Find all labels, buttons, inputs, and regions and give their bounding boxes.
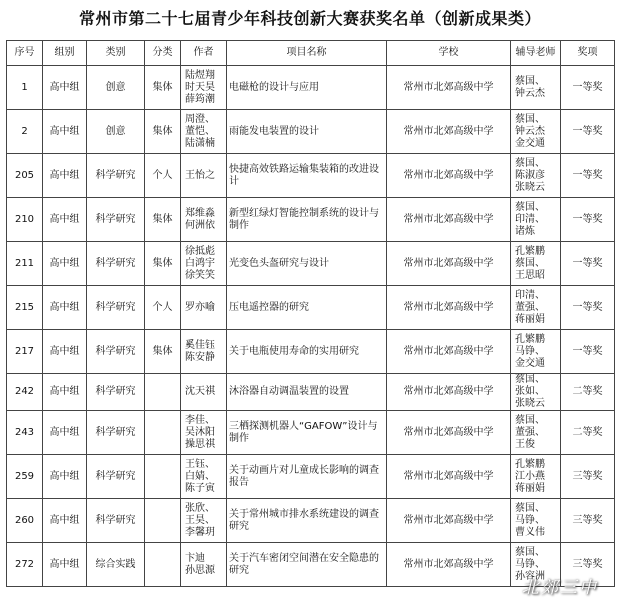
cell-tutors: 印清、 董强、 蒋丽娟 xyxy=(511,286,561,330)
cell-project: 新型红绿灯智能控制系统的设计与制作 xyxy=(227,198,387,242)
cell-group: 高中组 xyxy=(43,286,87,330)
cell-award: 二等奖 xyxy=(561,374,615,411)
cell-tutors: 蔡国、 马铮、 曹义伟 xyxy=(511,499,561,543)
cell-tutors: 蔡国、 马铮、 孙容洲 xyxy=(511,543,561,587)
col-header-award: 奖项 xyxy=(561,41,615,66)
cell-award: 一等奖 xyxy=(561,198,615,242)
cell-type: 个人 xyxy=(145,286,181,330)
col-header-type: 分类 xyxy=(145,41,181,66)
cell-no: 2 xyxy=(7,110,43,154)
cell-group: 高中组 xyxy=(43,543,87,587)
cell-no: 243 xyxy=(7,411,43,455)
table-row xyxy=(7,411,615,455)
cell-project: 快捷高效铁路运输集装箱的改进设计 xyxy=(227,154,387,198)
cell-no: 259 xyxy=(7,455,43,499)
cell-award: 三等奖 xyxy=(561,455,615,499)
cell-award: 一等奖 xyxy=(561,110,615,154)
cell-category: 科学研究 xyxy=(87,198,145,242)
cell-group: 高中组 xyxy=(43,154,87,198)
cell-category: 创意 xyxy=(87,110,145,154)
table-row xyxy=(7,66,615,110)
cell-project: 关于电瓶使用寿命的实用研究 xyxy=(227,330,387,374)
cell-tutors: 蔡国、 陈淑彦 张晓云 xyxy=(511,154,561,198)
cell-group: 高中组 xyxy=(43,66,87,110)
awards-table xyxy=(6,40,615,587)
cell-project: 雨能发电装置的设计 xyxy=(227,110,387,154)
header-row xyxy=(7,41,615,66)
table-row xyxy=(7,330,615,374)
cell-authors: 王钰、 白婧、 陈子寅 xyxy=(181,455,227,499)
cell-type xyxy=(145,543,181,587)
cell-school: 常州市北郊高级中学 xyxy=(387,411,511,455)
cell-type xyxy=(145,374,181,411)
cell-authors: 陆煜翔 时天昊 薛筠潮 xyxy=(181,66,227,110)
cell-award: 一等奖 xyxy=(561,66,615,110)
cell-no: 211 xyxy=(7,242,43,286)
cell-category: 科学研究 xyxy=(87,499,145,543)
cell-no: 242 xyxy=(7,374,43,411)
cell-school: 常州市北郊高级中学 xyxy=(387,154,511,198)
table-row xyxy=(7,455,615,499)
cell-authors: 罗亦喻 xyxy=(181,286,227,330)
cell-award: 一等奖 xyxy=(561,154,615,198)
col-header-school: 学校 xyxy=(387,41,511,66)
cell-group: 高中组 xyxy=(43,110,87,154)
cell-type xyxy=(145,455,181,499)
cell-no: 1 xyxy=(7,66,43,110)
cell-school: 常州市北郊高级中学 xyxy=(387,543,511,587)
col-header-tutors: 辅导老师 xyxy=(511,41,561,66)
cell-category: 综合实践 xyxy=(87,543,145,587)
cell-project: 沐浴器自动调温装置的设置 xyxy=(227,374,387,411)
cell-no: 210 xyxy=(7,198,43,242)
cell-school: 常州市北郊高级中学 xyxy=(387,374,511,411)
col-header-authors: 作者 xyxy=(181,41,227,66)
col-header-group: 组别 xyxy=(43,41,87,66)
cell-category: 科学研究 xyxy=(87,411,145,455)
cell-no: 260 xyxy=(7,499,43,543)
cell-school: 常州市北郊高级中学 xyxy=(387,66,511,110)
col-header-no: 序号 xyxy=(7,41,43,66)
cell-authors: 李佳、 吴沐阳 操思祺 xyxy=(181,411,227,455)
cell-type: 个人 xyxy=(145,154,181,198)
cell-award: 三等奖 xyxy=(561,499,615,543)
cell-group: 高中组 xyxy=(43,330,87,374)
cell-group: 高中组 xyxy=(43,242,87,286)
cell-no: 217 xyxy=(7,330,43,374)
cell-project: 三栖探测机器人“GAFOW”设计与制作 xyxy=(227,411,387,455)
cell-school: 常州市北郊高级中学 xyxy=(387,110,511,154)
cell-tutors: 孔繁鹏 马铮、 金交通 xyxy=(511,330,561,374)
cell-authors: 周澄、 董恺、 陆潇楠 xyxy=(181,110,227,154)
cell-type xyxy=(145,411,181,455)
cell-tutors: 蔡国、 钟云杰 金交通 xyxy=(511,110,561,154)
cell-authors: 徐抵彪 白鸿宇 徐笑笑 xyxy=(181,242,227,286)
cell-type: 集体 xyxy=(145,110,181,154)
cell-authors: 张欣、 王昊、 李馨玥 xyxy=(181,499,227,543)
cell-project: 关于常州城市排水系统建设的调查研究 xyxy=(227,499,387,543)
cell-tutors: 蔡国、 张如、 张晓云 xyxy=(511,374,561,411)
cell-group: 高中组 xyxy=(43,198,87,242)
table-row xyxy=(7,154,615,198)
cell-type xyxy=(145,499,181,543)
cell-authors: 卞迪 孙思源 xyxy=(181,543,227,587)
cell-school: 常州市北郊高级中学 xyxy=(387,198,511,242)
cell-group: 高中组 xyxy=(43,374,87,411)
cell-group: 高中组 xyxy=(43,499,87,543)
table-row xyxy=(7,374,615,411)
cell-tutors: 孔繁鹏 江小燕 蒋丽娟 xyxy=(511,455,561,499)
cell-category: 科学研究 xyxy=(87,455,145,499)
cell-school: 常州市北郊高级中学 xyxy=(387,455,511,499)
table-row xyxy=(7,110,615,154)
col-header-project: 项目名称 xyxy=(227,41,387,66)
table-row xyxy=(7,499,615,543)
cell-type: 集体 xyxy=(145,330,181,374)
cell-award: 二等奖 xyxy=(561,411,615,455)
cell-tutors: 孔繁鹏 蔡国、 王思昭 xyxy=(511,242,561,286)
cell-tutors: 蔡国、 董强、 王俊 xyxy=(511,411,561,455)
cell-award: 一等奖 xyxy=(561,242,615,286)
cell-school: 常州市北郊高级中学 xyxy=(387,286,511,330)
cell-award: 一等奖 xyxy=(561,330,615,374)
cell-school: 常州市北郊高级中学 xyxy=(387,242,511,286)
cell-school: 常州市北郊高级中学 xyxy=(387,499,511,543)
cell-no: 205 xyxy=(7,154,43,198)
cell-project: 压电遥控器的研究 xyxy=(227,286,387,330)
table-row xyxy=(7,198,615,242)
cell-category: 科学研究 xyxy=(87,374,145,411)
cell-award: 三等奖 xyxy=(561,543,615,587)
table-row xyxy=(7,286,615,330)
cell-group: 高中组 xyxy=(43,411,87,455)
cell-award: 一等奖 xyxy=(561,286,615,330)
cell-tutors: 蔡国、 钟云杰 xyxy=(511,66,561,110)
cell-category: 科学研究 xyxy=(87,154,145,198)
cell-group: 高中组 xyxy=(43,455,87,499)
cell-category: 科学研究 xyxy=(87,242,145,286)
cell-project: 电磁枪的设计与应用 xyxy=(227,66,387,110)
page-title: 常州市第二十七届青少年科技创新大赛获奖名单（创新成果类） xyxy=(78,9,541,28)
cell-type: 集体 xyxy=(145,66,181,110)
cell-project: 光变色头盔研究与设计 xyxy=(227,242,387,286)
cell-category: 创意 xyxy=(87,66,145,110)
col-header-category: 类别 xyxy=(87,41,145,66)
cell-project: 关于动画片对儿童成长影响的调查报告 xyxy=(227,455,387,499)
cell-tutors: 蔡国、 印清、 诸炼 xyxy=(511,198,561,242)
cell-type: 集体 xyxy=(145,242,181,286)
cell-school: 常州市北郊高级中学 xyxy=(387,330,511,374)
cell-no: 272 xyxy=(7,543,43,587)
cell-authors: 沈天祺 xyxy=(181,374,227,411)
cell-authors: 奚佳钰 陈安静 xyxy=(181,330,227,374)
cell-category: 科学研究 xyxy=(87,286,145,330)
cell-authors: 郑维淼 何洲依 xyxy=(181,198,227,242)
watermark-signature: 北郊三中 xyxy=(522,578,598,598)
cell-no: 215 xyxy=(7,286,43,330)
table-row xyxy=(7,242,615,286)
cell-type: 集体 xyxy=(145,198,181,242)
cell-authors: 王怡之 xyxy=(181,154,227,198)
cell-project: 关于汽车密闭空间潜在安全隐患的研究 xyxy=(227,543,387,587)
cell-category: 科学研究 xyxy=(87,330,145,374)
